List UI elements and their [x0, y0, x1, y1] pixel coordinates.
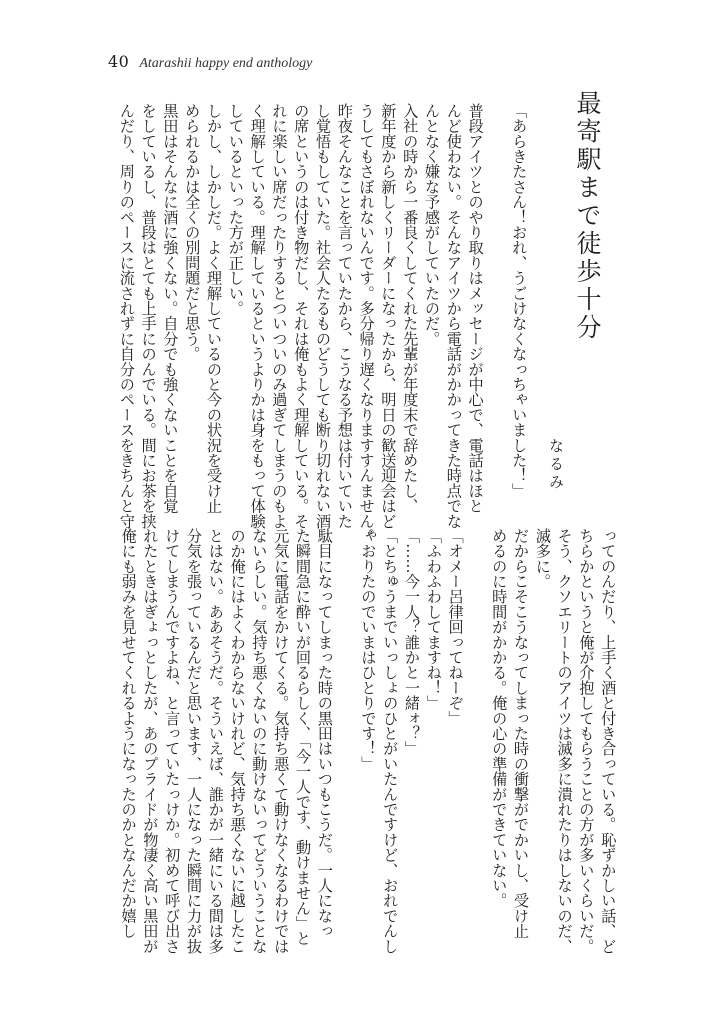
text-column: うしてもさぼれないんです。多分帰り遅くなりますすんません。: [357, 103, 376, 544]
text-column: んど使わない。そんなアイツから電話がかかってきた時点でな: [444, 103, 463, 529]
text-column: しているといった方が正しい。: [226, 103, 245, 316]
text-column: 「オメー呂律回ってねーぞ」: [446, 528, 465, 726]
story-title: 最寄駅まで徒歩十分: [573, 90, 602, 342]
text-column: んとなく嫌な予感がしていたのだ。: [423, 103, 441, 347]
page-header: [108, 52, 312, 78]
text-column: の席というのは付き物だし、それは俺もよく理解している。そ: [292, 103, 311, 529]
text-column: 元気に電話をかけてくる。気持ち悪くて動けなくなるわけでは: [272, 528, 291, 954]
text-column: だからこそこうなってしまった時の衝撃がでかいし、受け止: [512, 528, 530, 939]
running-title: Atarashii happy end anthology: [139, 56, 313, 71]
text-column: 入社の時から一番良くしてくれた先輩が年度末で辞めたし、: [401, 103, 420, 514]
text-column: れたときはぎょっとしたが、あのプライドが物凄く高い黒田が: [141, 528, 160, 954]
text-column: けてしまうんですよね、と言っていたっけか。初めて呼び出さ: [163, 528, 182, 954]
text-column: 「あらきたさん！おれ、うごけなくなっちゃいました！」: [510, 103, 529, 499]
text-column: た瞬間急に酔いが回るらしく、「今一人です、動けません」と: [294, 528, 312, 946]
text-column: をしているし、普段はとても上手にのんでいる。間にお茶を挟: [139, 103, 158, 529]
text-column: ちらかというと俺が介抱してもらうことの方が多いくらいだ。: [577, 528, 596, 954]
text-column: 普段アイツとのやり取りはメッセージが中心で、電話はほと: [466, 103, 485, 514]
text-column: ないらしい。気持ち悪くないのに動けないってどういうことな: [250, 528, 269, 954]
text-column: く理解している。理解しているというよりかは身をもって体験: [248, 103, 267, 529]
text-column: のか俺にはよくわからないけれど、気持ち悪くないに越したこ: [228, 528, 247, 954]
text-column: めるのに時間がかかる。俺の心の準備ができていない。: [490, 528, 509, 908]
text-column: 俺にも弱みを見せてくれるようになったのかとなんだか嬉し: [119, 528, 138, 939]
page-number: 40: [108, 52, 130, 71]
text-column: しかし、しかしだ。よく理解しているのと今の状況を受け止: [205, 103, 223, 514]
text-column: 駄目になってしまった時の黒田はいつもこうだ。一人になっ: [315, 528, 334, 939]
text-column: 「とちゅうまでいっしょのひとがいたんですけど、おれでんし: [381, 528, 400, 954]
text-column: れに楽しい席だったりするとついついのみ過ぎてしまうのもよ: [270, 103, 289, 529]
text-column: 滅多に。: [533, 528, 552, 589]
text-column: んだり、周りのペースに流されずに自分のペースをきちんと守: [117, 103, 136, 529]
text-column: 新年度から新しくリーダーになったから、明日の歓送迎会はど: [379, 103, 398, 529]
text-column: 分気を張っているんだと思います、一人になった瞬間に力が抜: [185, 528, 203, 954]
text-column: 「……今一人？誰かと一緒ォ？」: [403, 528, 421, 756]
text-column: 黒田はそんなに酒に強くない。自分でも強くないことを自覚: [161, 103, 180, 514]
text-column: ゃおりたのでいまはひとりです！」: [359, 528, 378, 772]
text-column: 「ふわふわしてますね！」: [424, 528, 443, 711]
text-column: とはない。ああそうだ。そういえば、誰かが一緒にいる間は多: [206, 528, 225, 954]
text-column: し覚悟もしていた。社会人たるものどうしても断り切れない酒: [314, 103, 332, 529]
text-column: められるかは全くの別問題だと思う。: [183, 103, 202, 362]
text-column: そう、クソエリートのアイツは滅多に潰れたりはしないのだ、: [555, 528, 574, 954]
story-author: なるみ: [547, 438, 565, 492]
text-column: ってのんだり、上手く酒と付き合っている。恥ずかしい話、ど: [599, 528, 618, 954]
text-column: 昨夜そんなことを言っていたから、こうなる予想は付いていた: [335, 103, 354, 529]
